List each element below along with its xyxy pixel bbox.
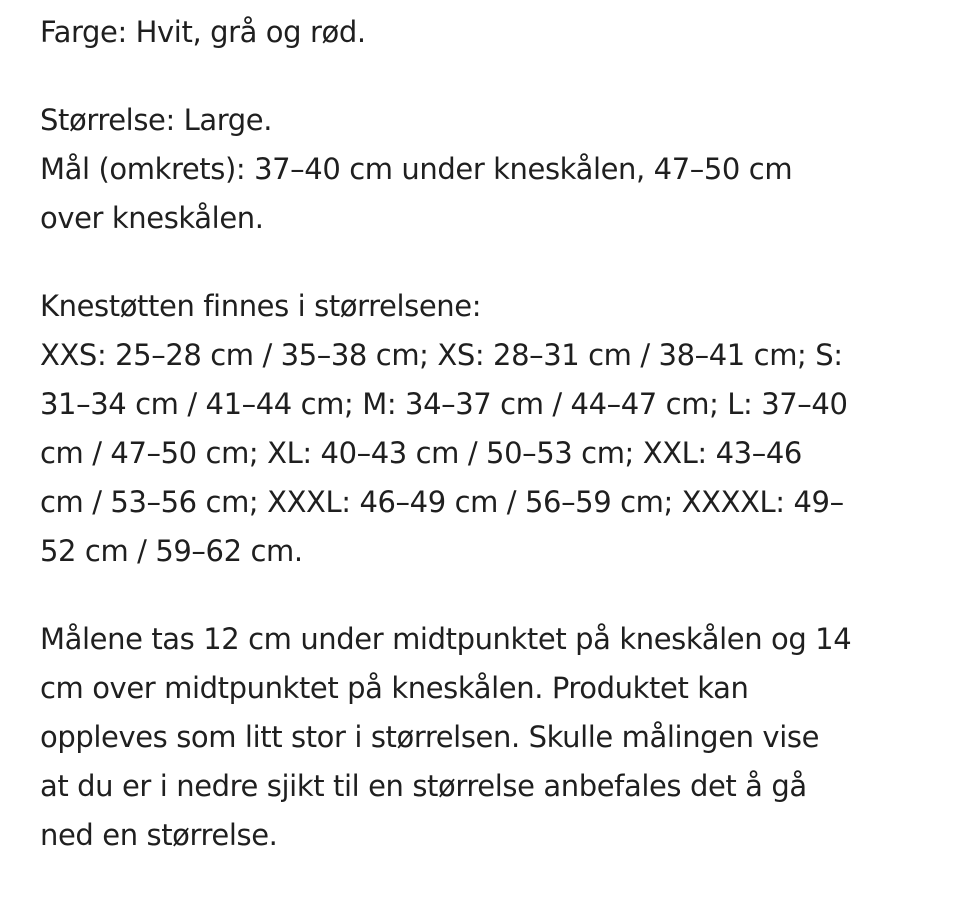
color-paragraph bbox=[40, 8, 930, 57]
text-line: at du er i nedre sjikt til en størrelse anbefales det å gå bbox=[40, 769, 807, 803]
size-paragraph bbox=[40, 96, 930, 243]
text-line: ned en størrelse. bbox=[40, 818, 278, 852]
text-line: 52 cm / 59–62 cm. bbox=[40, 534, 303, 568]
text-line: Målene tas 12 cm under midtpunktet på kneskålen og 14 bbox=[40, 622, 852, 656]
text-line: Farge: Hvit, grå og rød. bbox=[40, 15, 366, 49]
available-sizes-paragraph bbox=[40, 282, 930, 576]
text-line: cm over midtpunktet på kneskålen. Produktet kan bbox=[40, 671, 749, 705]
text-line: Mål (omkrets): 37–40 cm under kneskålen, 47–50 cm bbox=[40, 152, 793, 186]
text-line: oppleves som litt stor i størrelsen. Skulle målingen vise bbox=[40, 720, 820, 754]
text-line: 31–34 cm / 41–44 cm; M: 34–37 cm / 44–47 cm; L: 37–40 bbox=[40, 387, 848, 421]
text-line: XXS: 25–28 cm / 35–38 cm; XS: 28–31 cm / 38–41 cm; S: bbox=[40, 338, 843, 372]
product-description bbox=[40, 8, 930, 899]
text-line: Knestøtten finnes i størrelsene: bbox=[40, 289, 482, 323]
text-line: over kneskålen. bbox=[40, 201, 264, 235]
text-line: cm / 53–56 cm; XXXL: 46–49 cm / 56–59 cm; XXXXL: 49– bbox=[40, 485, 844, 519]
measurement-info-paragraph bbox=[40, 615, 930, 860]
text-line: Størrelse: Large. bbox=[40, 103, 273, 137]
text-line: cm / 47–50 cm; XL: 40–43 cm / 50–53 cm; XXL: 43–46 bbox=[40, 436, 802, 470]
